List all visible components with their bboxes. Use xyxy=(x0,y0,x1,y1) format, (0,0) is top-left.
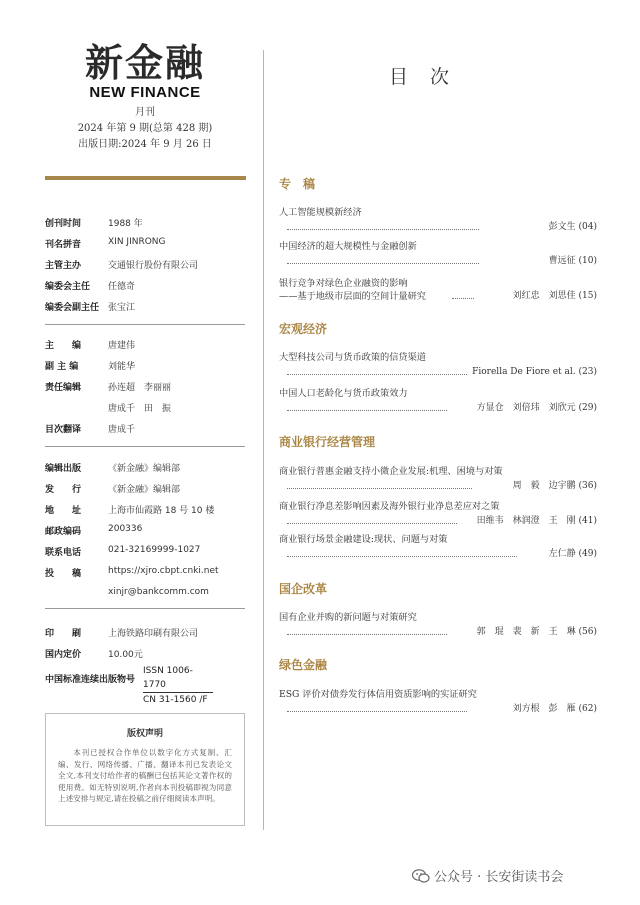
cn-number: CN 31-1560 /F xyxy=(143,695,208,705)
entry-meta xyxy=(547,219,597,235)
info-label: 地 址 xyxy=(45,506,82,516)
authors: 刘红忠 刘思佳 xyxy=(512,291,576,301)
entry-meta xyxy=(547,253,597,269)
authors: 周 毅 边宇鹏 xyxy=(512,481,576,491)
issue-number: 2024 年第 9 期(总第 428 期) xyxy=(77,123,213,134)
page-number: (10) xyxy=(578,256,597,266)
frequency: 月刊 xyxy=(135,107,155,118)
issn-block xyxy=(143,664,213,707)
info-value: 《新金融》编辑部 xyxy=(108,485,181,495)
info-row xyxy=(45,503,245,517)
entry-meta xyxy=(511,478,597,494)
toc-title: 目次 xyxy=(388,66,471,88)
entry-meta xyxy=(470,364,597,380)
info-row xyxy=(45,482,245,496)
article-title: 中国经济的超大规模性与金融创新 xyxy=(279,241,417,252)
toc-entry[interactable] xyxy=(279,611,597,640)
watermark-text: 公众号 · 长安街读书会 xyxy=(434,870,564,885)
info-row xyxy=(45,545,245,559)
entry-leader xyxy=(279,253,597,269)
authors: 彭文生 xyxy=(548,222,576,232)
info-row xyxy=(45,587,245,601)
page-number: (41) xyxy=(578,516,597,526)
notice-title: 版权声明 xyxy=(126,729,163,739)
info-row xyxy=(45,300,245,314)
info-row xyxy=(45,380,245,394)
entry-leader xyxy=(279,513,597,529)
section-heading: 绿色金融 xyxy=(279,658,328,672)
info-label: 主管主办 xyxy=(45,261,82,271)
info-value: 唐成千 xyxy=(108,425,136,435)
info-row xyxy=(45,359,245,373)
info-row xyxy=(45,258,245,272)
info-value: 唐成千 田 振 xyxy=(108,404,172,414)
section-rule xyxy=(45,446,245,447)
article-title: 商业银行场景金融建设:现状、问题与对策 xyxy=(279,534,448,545)
entry-leader xyxy=(279,701,597,717)
dot-leader xyxy=(287,711,467,712)
entry-meta xyxy=(475,513,597,529)
page-number: (49) xyxy=(578,549,597,559)
toc-entry[interactable] xyxy=(279,206,597,235)
info-row xyxy=(45,216,245,230)
info-label: 副 主 编 xyxy=(45,362,79,372)
masthead xyxy=(45,40,245,153)
toc-entry[interactable] xyxy=(279,500,597,529)
dot-leader xyxy=(287,634,447,635)
info-value: 任德奇 xyxy=(108,282,136,292)
entry-meta xyxy=(513,290,597,303)
info-value: 021-32169999-1027 xyxy=(108,545,201,555)
dot-leader xyxy=(287,523,457,524)
article-subtitle: ——基于地级市层面的空间计量研究 xyxy=(279,291,426,302)
authors: 曹远征 xyxy=(548,256,576,266)
section-heading: 国企改革 xyxy=(279,582,328,596)
info-row xyxy=(45,422,245,436)
toc-entry[interactable] xyxy=(279,240,597,269)
section-heading: 专 稿 xyxy=(279,177,316,191)
page-number: (29) xyxy=(578,403,597,413)
info-value: 交通银行股份有限公司 xyxy=(108,261,199,271)
info-value: 张宝江 xyxy=(108,303,136,313)
info-value: 孙连超 李丽丽 xyxy=(108,383,172,393)
info-value: 10.00元 xyxy=(108,650,143,660)
toc-entry[interactable] xyxy=(279,277,597,303)
entry-meta xyxy=(547,546,597,562)
dot-leader xyxy=(287,229,479,230)
entry-leader xyxy=(279,624,597,640)
column-divider xyxy=(263,50,264,830)
dot-leader xyxy=(452,298,474,299)
dot-leader xyxy=(287,488,472,489)
toc-entry[interactable] xyxy=(279,533,597,562)
entry-meta xyxy=(475,624,597,640)
gold-divider xyxy=(45,176,246,180)
page-number: (04) xyxy=(578,222,597,232)
watermark xyxy=(412,866,563,885)
info-label: 创刊时间 xyxy=(45,219,82,229)
article-title: 商业银行普惠金融支持小微企业发展:机理、困境与对策 xyxy=(279,466,503,477)
info-label: 主 编 xyxy=(45,341,82,351)
article-title: 中国人口老龄化与货币政策效力 xyxy=(279,388,408,399)
info-label: 国内定价 xyxy=(45,650,82,660)
info-row xyxy=(45,338,245,352)
dot-leader xyxy=(287,556,517,557)
publication-date: 出版日期:2024 年 9 月 26 日 xyxy=(78,139,212,150)
authors: 田维韦 林润澄 王 刚 xyxy=(476,516,576,526)
contact-email[interactable]: xinjr@bankcomm.com xyxy=(108,587,209,597)
info-label: 邮政编码 xyxy=(45,527,82,537)
toc-entry[interactable] xyxy=(279,351,597,380)
info-row xyxy=(45,524,245,538)
authors: 方显仓 刘倍玮 刘欣元 xyxy=(476,403,576,413)
article-title: 国有企业并购的新问题与对策研究 xyxy=(279,612,417,623)
info-label: 印 刷 xyxy=(45,629,82,639)
info-label: 责任编辑 xyxy=(45,383,82,393)
article-title: 银行竞争对绿色企业融资的影响 xyxy=(279,278,408,289)
info-value: XIN JINRONG xyxy=(108,237,166,247)
info-label: 刊名拼音 xyxy=(45,240,82,250)
info-label: 中国标准连续出版物号 xyxy=(45,675,136,685)
entry-meta xyxy=(475,400,597,416)
info-label: 编委会副主任 xyxy=(45,303,100,313)
toc-entry[interactable] xyxy=(279,465,597,494)
issn: ISSN 1006-1770 xyxy=(143,664,213,693)
info-row xyxy=(45,647,245,661)
article-title: 人工智能规模新经济 xyxy=(279,207,362,218)
section-heading: 商业银行经营管理 xyxy=(279,435,376,449)
entry-meta xyxy=(511,701,597,717)
submission-url[interactable]: https://xjro.cbpt.cnki.net xyxy=(108,566,219,576)
entry-leader xyxy=(279,219,597,235)
entry-leader xyxy=(279,364,597,380)
info-value: 200336 xyxy=(108,524,143,534)
info-label: 目次翻译 xyxy=(45,425,82,435)
toc-entry[interactable] xyxy=(279,688,597,717)
section-rule xyxy=(45,608,245,609)
info-row xyxy=(45,237,245,251)
info-value: 刘能华 xyxy=(108,362,136,372)
info-label: 编辑出版 xyxy=(45,464,82,474)
page-number: (36) xyxy=(578,481,597,491)
info-row xyxy=(45,401,245,415)
info-value: 《新金融》编辑部 xyxy=(108,464,181,474)
article-title: ESG 评价对债券发行体信用资质影响的实证研究 xyxy=(279,689,477,700)
info-value: 唐建伟 xyxy=(108,341,136,351)
article-title: 大型科技公司与货币政策的信贷渠道 xyxy=(279,352,426,363)
page-number: (56) xyxy=(578,627,597,637)
entry-leader xyxy=(279,400,597,416)
info-value: 上海铁路印刷有限公司 xyxy=(108,629,199,639)
info-label: 投 稿 xyxy=(45,569,82,579)
entry-leader xyxy=(279,478,597,494)
toc-entry[interactable] xyxy=(279,387,597,416)
page-number: (62) xyxy=(578,704,597,714)
wechat-icon xyxy=(412,869,430,883)
info-label: 发 行 xyxy=(45,485,82,495)
info-row xyxy=(45,626,245,640)
authors: 左仁静 xyxy=(548,549,576,559)
info-row xyxy=(45,279,245,293)
info-label: 编委会主任 xyxy=(45,282,91,292)
section-rule xyxy=(45,324,245,325)
entry-leader xyxy=(279,546,597,562)
page-number: (15) xyxy=(578,291,597,301)
copyright-notice xyxy=(45,713,245,826)
logo-chinese: 新金融 xyxy=(84,40,205,85)
authors: 刘方根 彭 雁 xyxy=(512,704,576,714)
article-title: 商业银行净息差影响因素及海外银行业净息差应对之策 xyxy=(279,501,500,512)
logo-english: NEW FINANCE xyxy=(89,84,201,101)
entry-subtitle-line xyxy=(279,290,597,303)
authors: 郭 琨 裴 新 王 琳 xyxy=(476,627,576,637)
authors: Fiorella De Fiore et al. xyxy=(472,367,576,377)
info-value: 1988 年 xyxy=(108,219,143,229)
info-label: 联系电话 xyxy=(45,548,82,558)
dot-leader xyxy=(287,374,467,375)
page-number: (23) xyxy=(578,367,597,377)
notice-body: 本刊已授权合作单位以数字化方式复制、汇编、发行、网络传播、广播、翻译本刊已发表论文全文,本刊支付给作者的稿酬已包括其论文著作权的使用费。如无特别说明,作者向本刊投稿即视为同意上述安排与规定,请在投稿之前仔细阅读本声明。 xyxy=(58,748,232,803)
info-row xyxy=(45,566,245,580)
dot-leader xyxy=(287,263,479,264)
info-value: 上海市仙霞路 18 号 10 楼 xyxy=(108,506,215,516)
dot-leader xyxy=(287,410,447,411)
info-row xyxy=(45,461,245,475)
section-heading: 宏观经济 xyxy=(279,322,328,336)
